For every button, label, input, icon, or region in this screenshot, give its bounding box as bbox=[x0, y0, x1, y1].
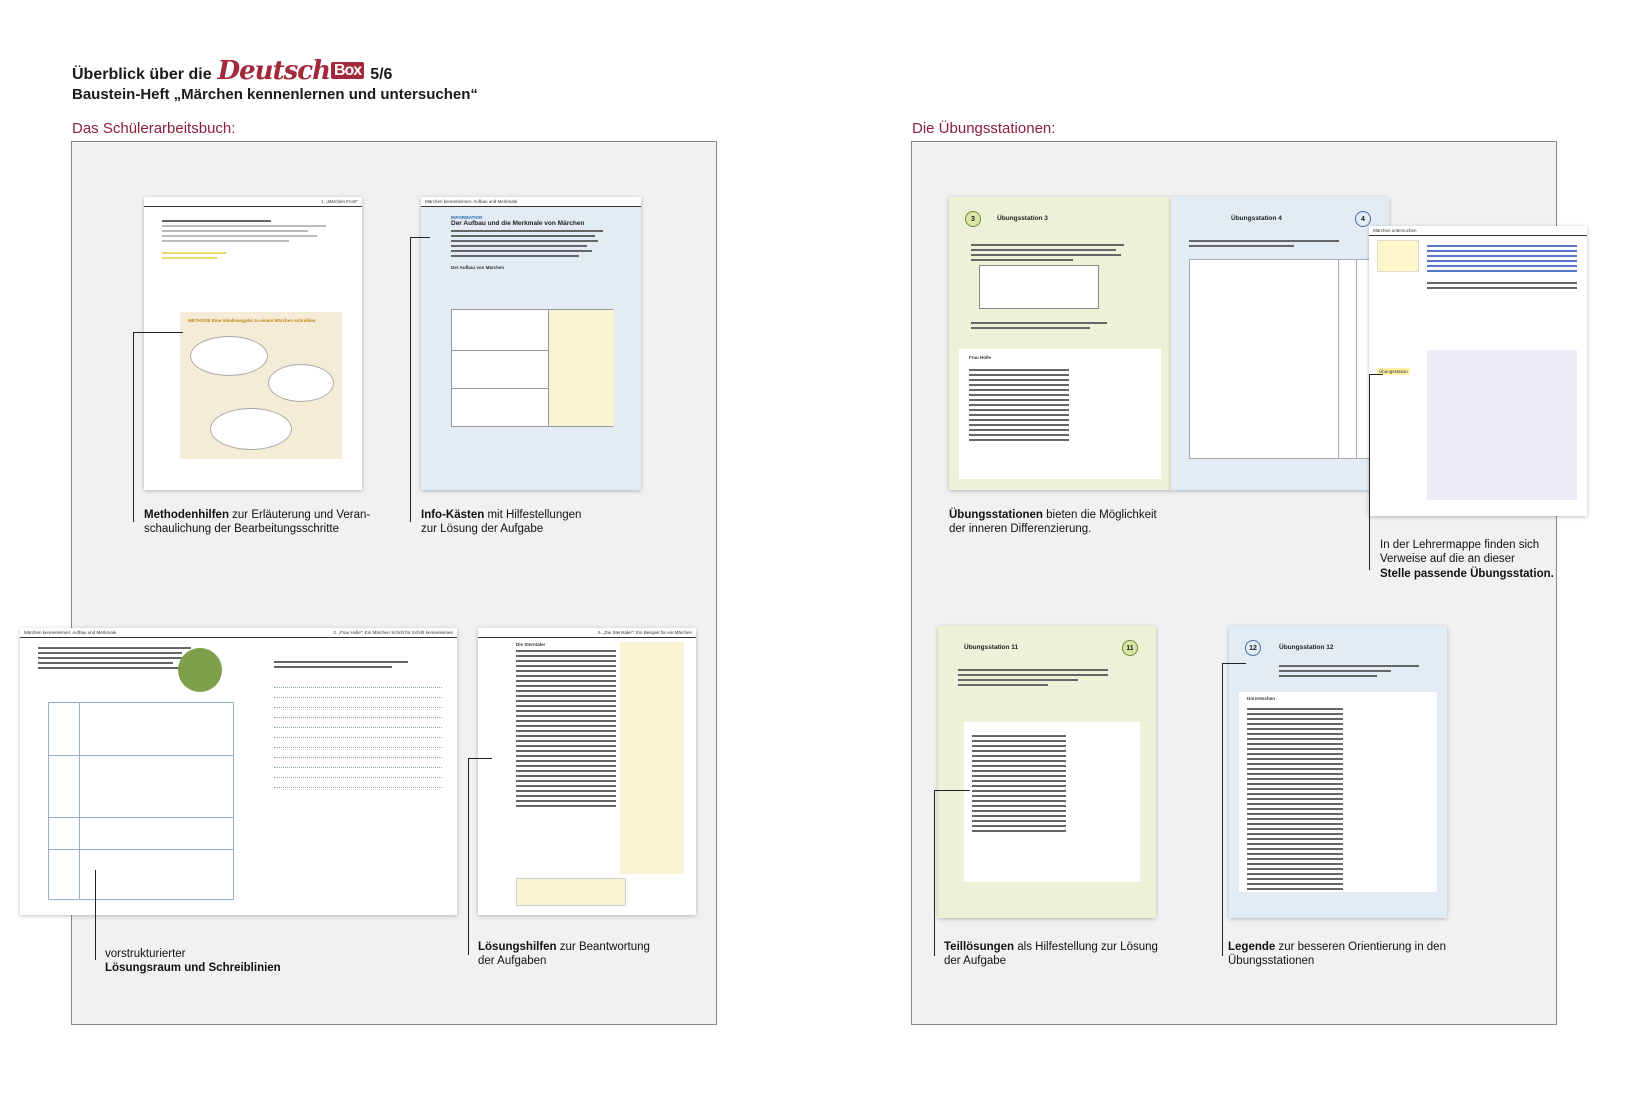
thumbnail-station-3: 3 Übungsstation 3 Frau Holle bbox=[949, 197, 1171, 490]
thumbnail-sterntaler-page: 5. „Die Sterntaler“: Ein Beispiel für ein Märchen Die Sterntaler bbox=[478, 628, 696, 915]
caption-legende: Legende zur besseren Orientierung in den Übungsstationen bbox=[1228, 941, 1446, 968]
caption-uebungsstationen: Übungsstationen bieten die Möglichkeit der inneren Differenzierung. bbox=[949, 509, 1157, 536]
method-box: METHODE Eine Inhaltsangabe zu einem Märchen schreiben bbox=[180, 312, 342, 459]
leader-loesung bbox=[468, 758, 492, 955]
thumbnail-station-12: 12 Übungsstation 12 Dornröschen bbox=[1229, 626, 1447, 918]
section-label-left: Das Schülerarbeitsbuch: bbox=[72, 120, 236, 137]
solution-hint-column bbox=[620, 642, 684, 874]
leader-vorstrukt bbox=[95, 870, 96, 960]
page-title bbox=[72, 56, 392, 86]
thumbnail-method-page: 1. „Märchen Frost“ METHODE Eine Inhaltsangabe zu einem Märchen schreiben bbox=[144, 197, 362, 490]
illustration bbox=[178, 648, 222, 692]
title-suffix: 5/6 bbox=[370, 66, 393, 83]
leader-methoden bbox=[133, 332, 183, 522]
thumbnail-info-page: Märchen kennenlernen: Aufbau und Merkmale INFORMATION Der Aufbau und die Merkmale von Märchen Der Aufbau von Märchen bbox=[421, 197, 641, 490]
thumbnail-station-11: Übungsstation 11 11 bbox=[938, 626, 1156, 918]
caption-lehrermappe: In der Lehrermappe finden sich Verweise auf die an dieser Stelle passende Übungsstation. bbox=[1380, 539, 1554, 580]
thumbnail-frau-holle-spread: Märchen kennenlernen: Aufbau und Merkmale 2. „Frau Holle“: Ein Märchen Schritt für Schritt kennenlernen bbox=[20, 628, 457, 915]
caption-info-kaesten: Info-Kästen mit Hilfestellungen zur Lösung der Aufgabe bbox=[421, 509, 582, 536]
leader-lehrer bbox=[1369, 374, 1383, 570]
caption-vorstrukturiert: vorstrukturierter Lösungsraum und Schreiblinien bbox=[105, 948, 281, 975]
thumbnail-station-4: Übungsstation 4 4 bbox=[1171, 197, 1389, 490]
leader-info bbox=[410, 237, 430, 522]
title-prefix: Überblick über die bbox=[72, 66, 212, 83]
thumbnail-teacher-page: Märchen untersuchen Übungsstation bbox=[1369, 226, 1587, 516]
caption-methodenhilfen: Methodenhilfen zur Erläuterung und Veran- schaulichung der Bearbeitungsschritte bbox=[144, 509, 371, 536]
solution-grid bbox=[48, 702, 234, 900]
deutschbox-logo: Deutsch Box bbox=[218, 56, 365, 86]
section-label-right: Die Übungsstationen: bbox=[912, 120, 1056, 137]
page-subtitle: Baustein-Heft „Märchen kennenlernen und untersuchen“ bbox=[72, 86, 478, 103]
caption-loesungshilfen: Lösungshilfen zur Beantwortung der Aufgaben bbox=[478, 941, 650, 968]
leader-teil bbox=[934, 790, 970, 956]
caption-teilloesungen: Teillösungen als Hilfestellung zur Lösung der Aufgabe bbox=[944, 941, 1158, 968]
leader-legende bbox=[1222, 663, 1246, 956]
